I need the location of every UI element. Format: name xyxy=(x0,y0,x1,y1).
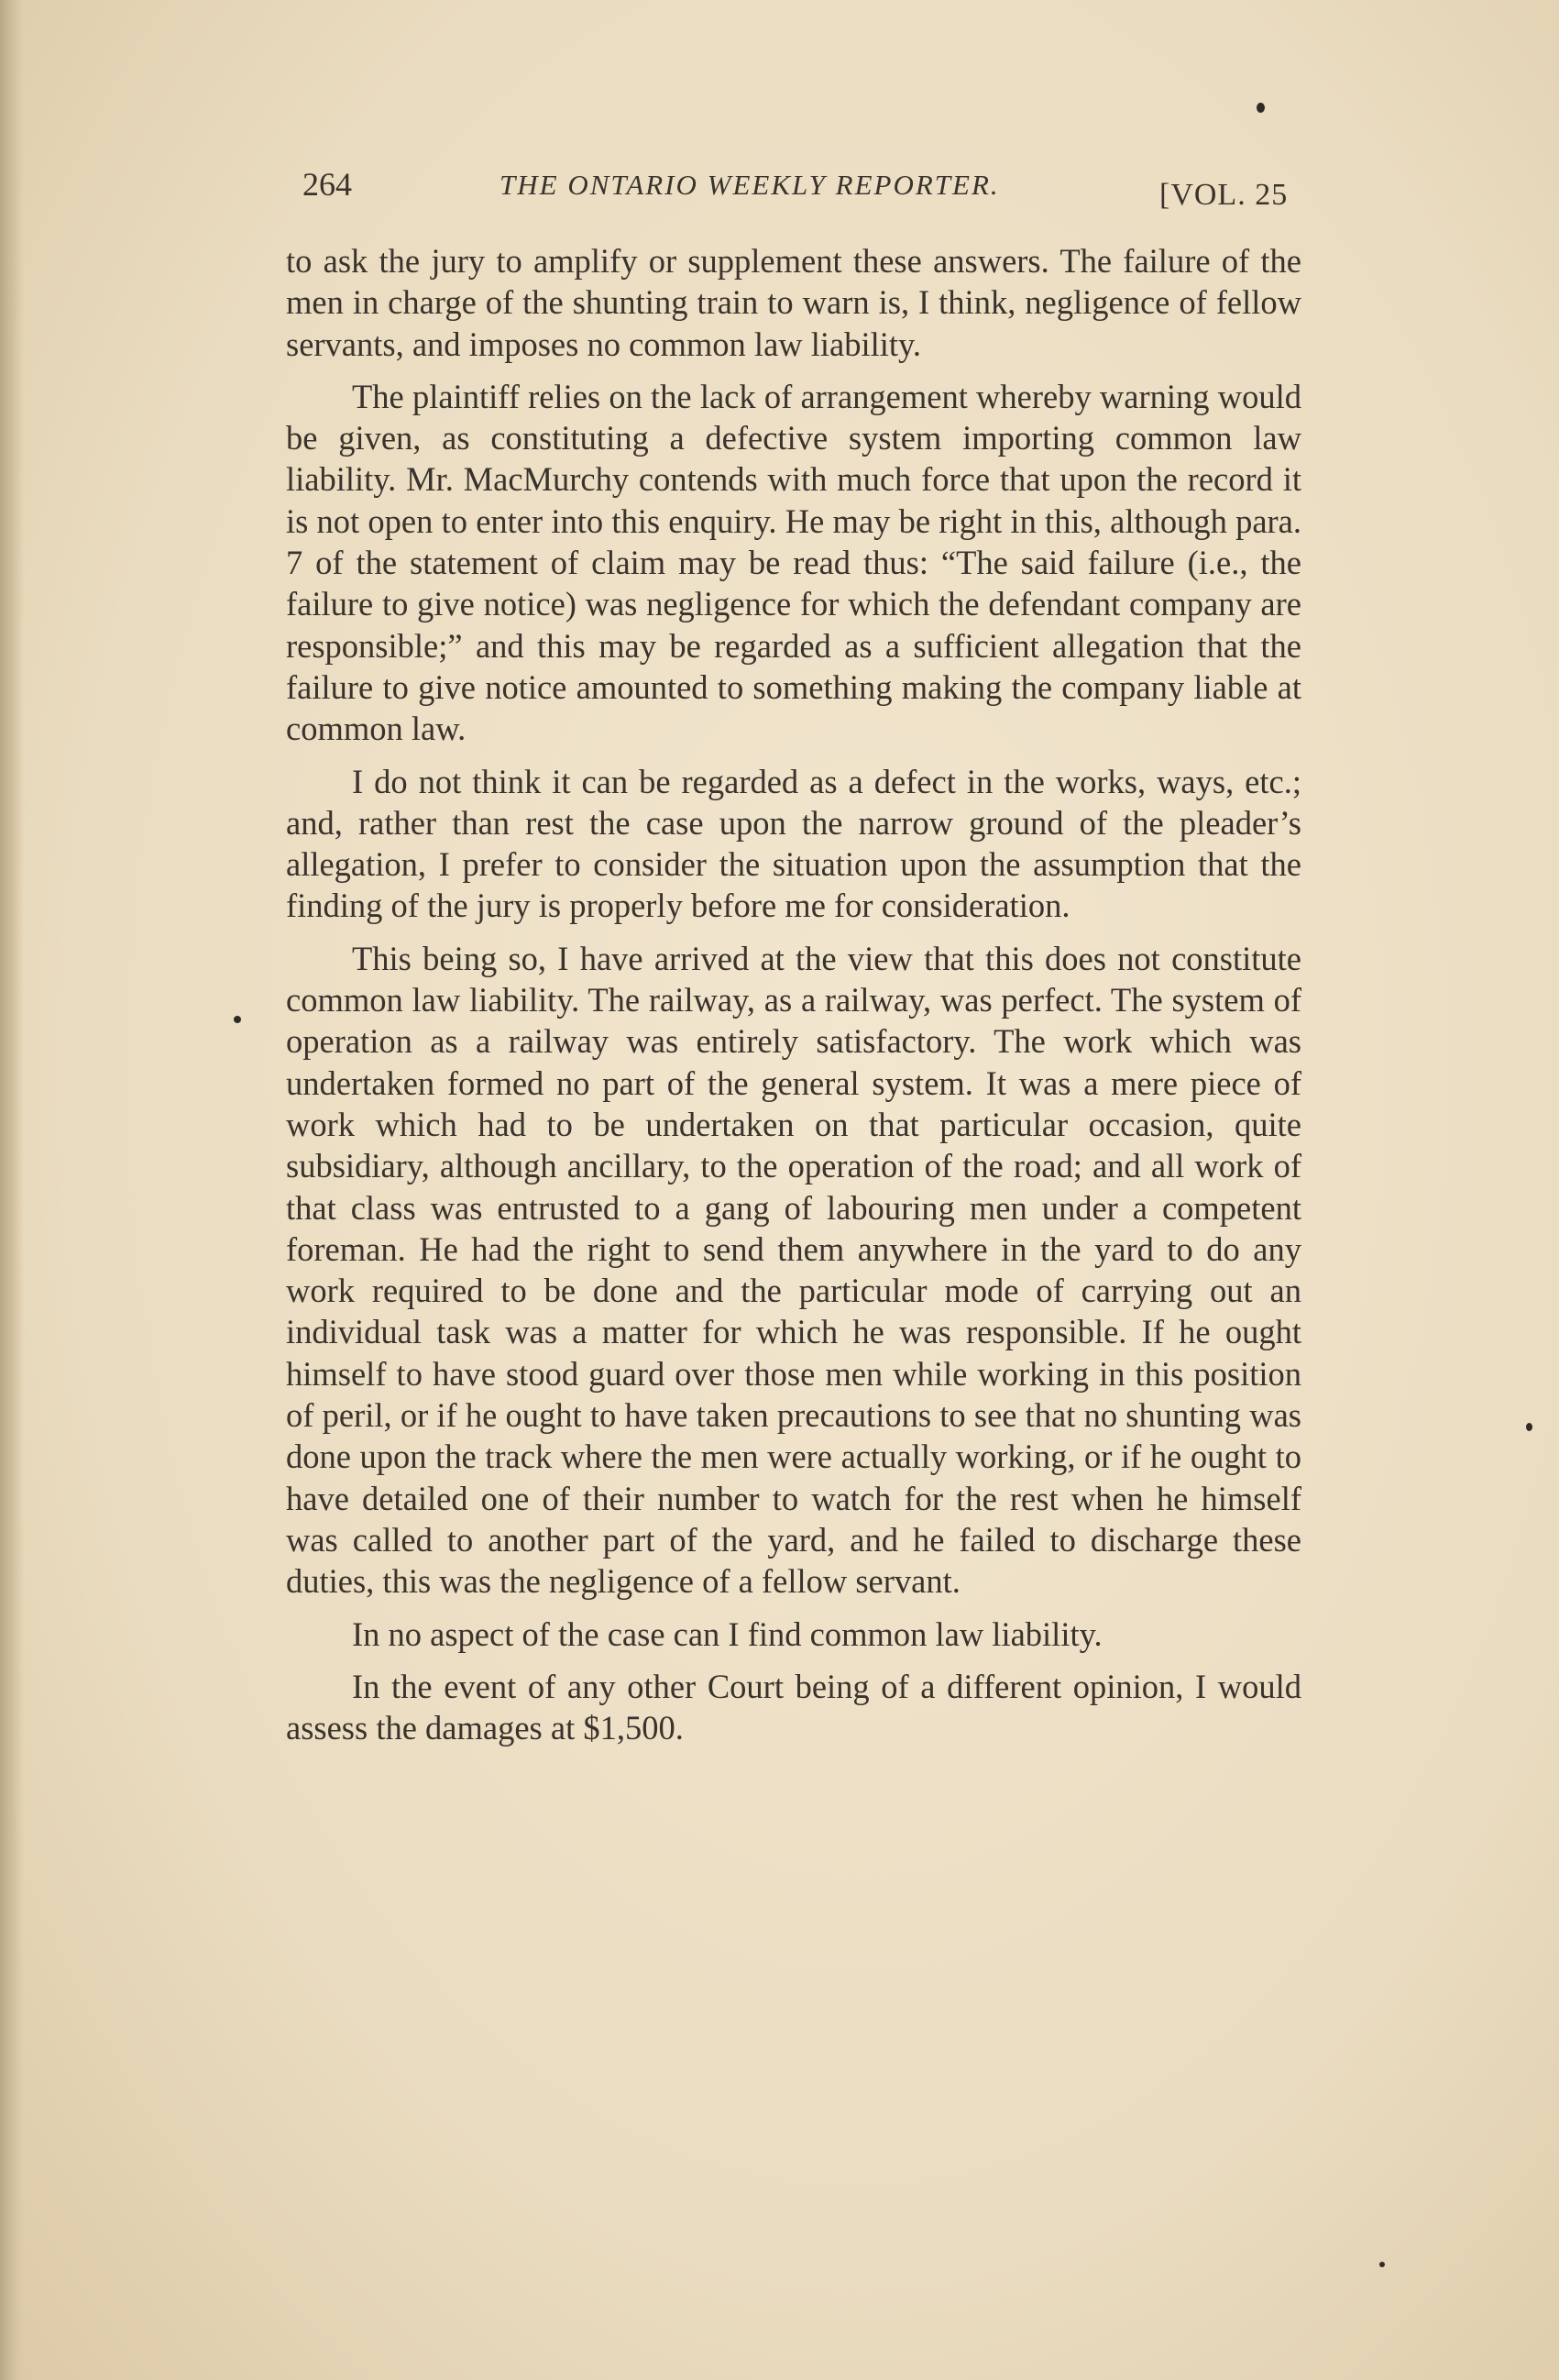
paragraph-2: The plaintiff relies on the lack of arrangement whereby warning would be given, as constituting a defective system importing common law liability. Mr. MacMurchy contends with much force that upon the record it is not open to enter into this enquiry. He may be right in this, although para. 7 of the statement of claim may be read thus: “The said failure (i.e., the failure to give notice) was negligence for which the defendant company are responsible;” and this may be regarded as a sufficient allegation that the failure to give notice amounted to something making the company liable at common law. xyxy=(286,377,1301,748)
ink-speck xyxy=(1257,103,1265,113)
paragraph-5: In no aspect of the case can I find common law liability. xyxy=(352,1614,1103,1653)
page-number: 264 xyxy=(302,166,352,203)
ink-speck xyxy=(1379,2262,1385,2267)
paragraph-3: I do not think it can be regarded as a defect in the works, ways, etc.; and, rather than rest the case upon the narrow ground of the pleader’s allegation, I prefer to consider the situation upon the assumption that the finding of the jury is properly before me for consideration. xyxy=(286,762,1301,925)
volume-label: [VOL. 25 xyxy=(1159,178,1289,212)
ink-speck xyxy=(1526,1423,1532,1431)
ink-speck xyxy=(234,1016,241,1023)
running-title: THE ONTARIO WEEKLY REPORTER. xyxy=(500,169,1000,201)
body-text xyxy=(286,240,1301,1759)
binding-gutter xyxy=(0,0,24,2380)
running-header xyxy=(302,158,1301,222)
paragraph-1: to ask the jury to amplify or supplement these answers. The failure of the men in charge of the shunting train to warn is, I think, negligence of fellow servants, and imposes no common law liability. xyxy=(286,242,1301,363)
paragraph-6: In the event of any other Court being of a different opinion, I would assess the damages at $1,500. xyxy=(286,1667,1301,1747)
paragraph-4: This being so, I have arrived at the view that this does not constitute common law liability. The railway, as a railway, was perfect. The system of operation as a railway was entirely satisfactory. The work which was undertaken formed no part of the general system. It was a mere piece of work which had to be undertaken on that particular occasion, quite subsidiary, although ancillary, to the operation of the road; and all work of that class was entrusted to a gang of labouring men under a competent foreman. He had the right to send them anywhere in the yard to do any work required to be done and the particular mode of carrying out an individual task was a matter for which he was responsible. If he ought himself to have stood guard over those men while working in this position of peril, or if he ought to have taken precautions to see that no shunting was done upon the track where the men were actually working, or if he ought to have detailed one of their number to watch for the rest when he himself was called to another part of the yard, and he failed to discharge these duties, this was the negligence of a fellow servant. xyxy=(286,939,1301,1601)
